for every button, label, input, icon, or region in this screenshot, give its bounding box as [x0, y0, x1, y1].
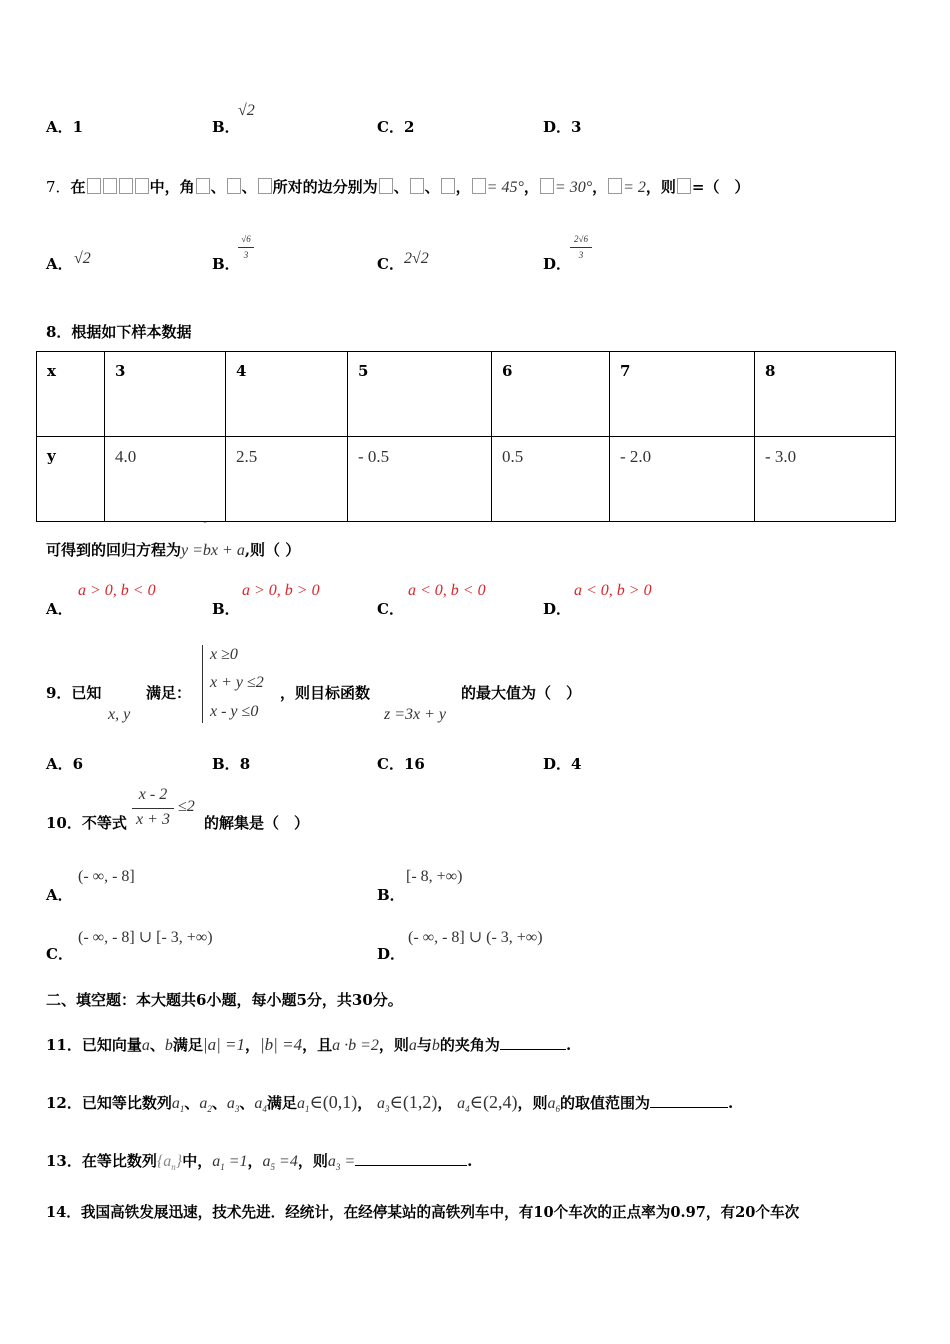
q6-option-b: B．	[212, 118, 240, 136]
q8-option-c-value: a < 0, b < 0	[408, 582, 486, 599]
q7-option-a-value: √2	[74, 250, 91, 267]
missing-glyph-icon	[472, 178, 486, 194]
table-cell: y	[37, 437, 105, 522]
q10-denominator: x + 3	[136, 811, 170, 828]
q10-option-a-value: (- ∞, - 8]	[78, 868, 135, 885]
q10-numerator: x - 2	[138, 786, 168, 803]
q8-option-d-value: a < 0, b > 0	[574, 582, 652, 599]
q9-constraint-3: x - y ≤0	[210, 703, 259, 720]
missing-glyph-icon	[227, 178, 241, 194]
answer-blank[interactable]	[500, 1049, 566, 1050]
q7-option-b-numerator: √6	[241, 234, 251, 244]
missing-glyph-icon	[87, 178, 101, 194]
answer-blank[interactable]	[355, 1165, 467, 1166]
q10-option-c: C．	[46, 945, 73, 963]
q7-option-b-denominator: 3	[243, 250, 249, 260]
q14-stem: 14．我国高铁发展迅速，技术先进．经统计，在经停某站的高铁列车中，有10个车次的正点率为0.97，有20个车次	[46, 1204, 800, 1221]
missing-glyph-icon	[410, 178, 424, 194]
table-cell: x	[37, 352, 105, 437]
table-row-y	[37, 437, 896, 522]
q9-constraint-2: x + y ≤2	[210, 674, 264, 691]
q7-option-d: D．	[543, 255, 572, 273]
missing-glyph-icon	[258, 178, 272, 194]
missing-glyph-icon	[441, 178, 455, 194]
table-cell: 6	[492, 352, 610, 437]
q6-option-d: D．3	[543, 118, 582, 136]
q9-question-end: 的最大值为（ ）	[461, 684, 582, 702]
q10-relation: ≤2	[178, 798, 195, 815]
q9-constraint-1: x ≥0	[210, 646, 238, 663]
fraction-bar	[570, 247, 592, 248]
q9-objective-label: ，则目标函数	[280, 684, 371, 702]
q12-stem: 12．已知等比数列$a_1$、$a_2$、$a_3$、$a_4$满足$a_1\in(0,1)$， $a_3\in(1,2)$， $a_4\in(2,4)$，则$a_6$的取值范围为 .	[46, 1092, 734, 1114]
section-heading-fill-in: 二、填空题：本大题共6小题，每小题5分，共30分。	[46, 991, 403, 1009]
q9-satisfy-label: 满足：	[146, 684, 192, 702]
q13-stem: 13．在等比数列$\{a_n\}$中，$a_1 =1$，$a_5 =4$，则$a_3$ = .	[46, 1152, 473, 1172]
fraction-bar	[238, 247, 254, 248]
table-cell: 8	[755, 352, 896, 437]
missing-glyph-icon	[379, 178, 393, 194]
q8-option-a-value: a > 0, b < 0	[78, 582, 156, 599]
q9-option-a: A．6	[46, 755, 84, 773]
q10-stem-end: 的解集是（ ）	[204, 814, 310, 832]
q7-stem: 7．在 中，角 、 、 所对的边分别为 、 、 ， = 45°， = 30°， = 2，则 =（ ）	[46, 178, 750, 196]
fraction-bar	[132, 808, 174, 809]
missing-glyph-icon	[103, 178, 117, 194]
q8-option-d: D．	[543, 600, 572, 618]
q8-sample-data-table	[36, 351, 896, 522]
q7-option-a: A．	[46, 255, 73, 273]
q7-option-c: C．	[377, 255, 404, 273]
table-cell: 4	[226, 352, 348, 437]
q9-objective-function: z =3x + y	[384, 706, 447, 723]
q9-option-d: D．4	[543, 755, 582, 773]
q10-option-b-value: [- 8, +∞)	[406, 868, 463, 885]
q8-option-a: A．	[46, 600, 73, 618]
q9-option-b: B．8	[212, 755, 251, 773]
q10-option-b: B．	[377, 886, 405, 904]
q6-option-a: A．1	[46, 118, 84, 136]
table-cell: - 2.0	[610, 437, 755, 522]
q6-option-c: C．2	[377, 118, 415, 136]
q7-option-d-denominator: 3	[578, 250, 584, 260]
q7-option-c-value: 2√2	[404, 250, 429, 267]
constraint-brace	[202, 645, 209, 723]
q10-option-a: A．	[46, 886, 73, 904]
missing-glyph-icon	[196, 178, 210, 194]
missing-glyph-icon	[119, 178, 133, 194]
q8-option-b-value: a > 0, b > 0	[242, 582, 320, 599]
q9-variables: x, y	[108, 706, 131, 723]
q11-stem: 11．已知向量a、b满足|a| =1，|b| =4，且a ·b =2，则a与b的夹角为 .	[46, 1035, 572, 1054]
q8-option-b: B．	[212, 600, 240, 618]
q8-option-c: C．	[377, 600, 404, 618]
table-cell: 7	[610, 352, 755, 437]
missing-glyph-icon	[608, 178, 622, 194]
q8-stem: 8．根据如下样本数据	[46, 323, 192, 341]
table-cell: - 3.0	[755, 437, 896, 522]
q9-option-c: C．16	[377, 755, 425, 773]
q6-option-b-value: √2	[238, 102, 255, 119]
table-cell: 4.0	[105, 437, 226, 522]
q10-option-d: D．	[377, 945, 406, 963]
q10-stem-start: 10．不等式	[46, 814, 127, 832]
hat-accent: ˆ	[203, 520, 206, 530]
q9-stem-start: 9．已知	[46, 684, 102, 702]
missing-glyph-icon	[135, 178, 149, 194]
q8-regression-text: 可得到的回归方程为y =bx + a,则（ ）	[46, 541, 301, 559]
q7-option-b: B．	[212, 255, 240, 273]
missing-glyph-icon	[540, 178, 554, 194]
table-row-x	[37, 352, 896, 437]
q7-option-d-numerator: 2√6	[574, 234, 588, 244]
table-cell: 0.5	[492, 437, 610, 522]
table-cell: 2.5	[226, 437, 348, 522]
table-cell: 3	[105, 352, 226, 437]
answer-blank[interactable]	[650, 1107, 728, 1108]
q10-option-d-value: (- ∞, - 8] ∪ (- 3, +∞)	[408, 929, 543, 946]
table-cell: - 0.5	[348, 437, 492, 522]
q10-option-c-value: (- ∞, - 8] ∪ [- 3, +∞)	[78, 929, 213, 946]
regression-equation: y =bx + a	[181, 542, 245, 559]
table-cell: 5	[348, 352, 492, 437]
missing-glyph-icon	[677, 178, 691, 194]
